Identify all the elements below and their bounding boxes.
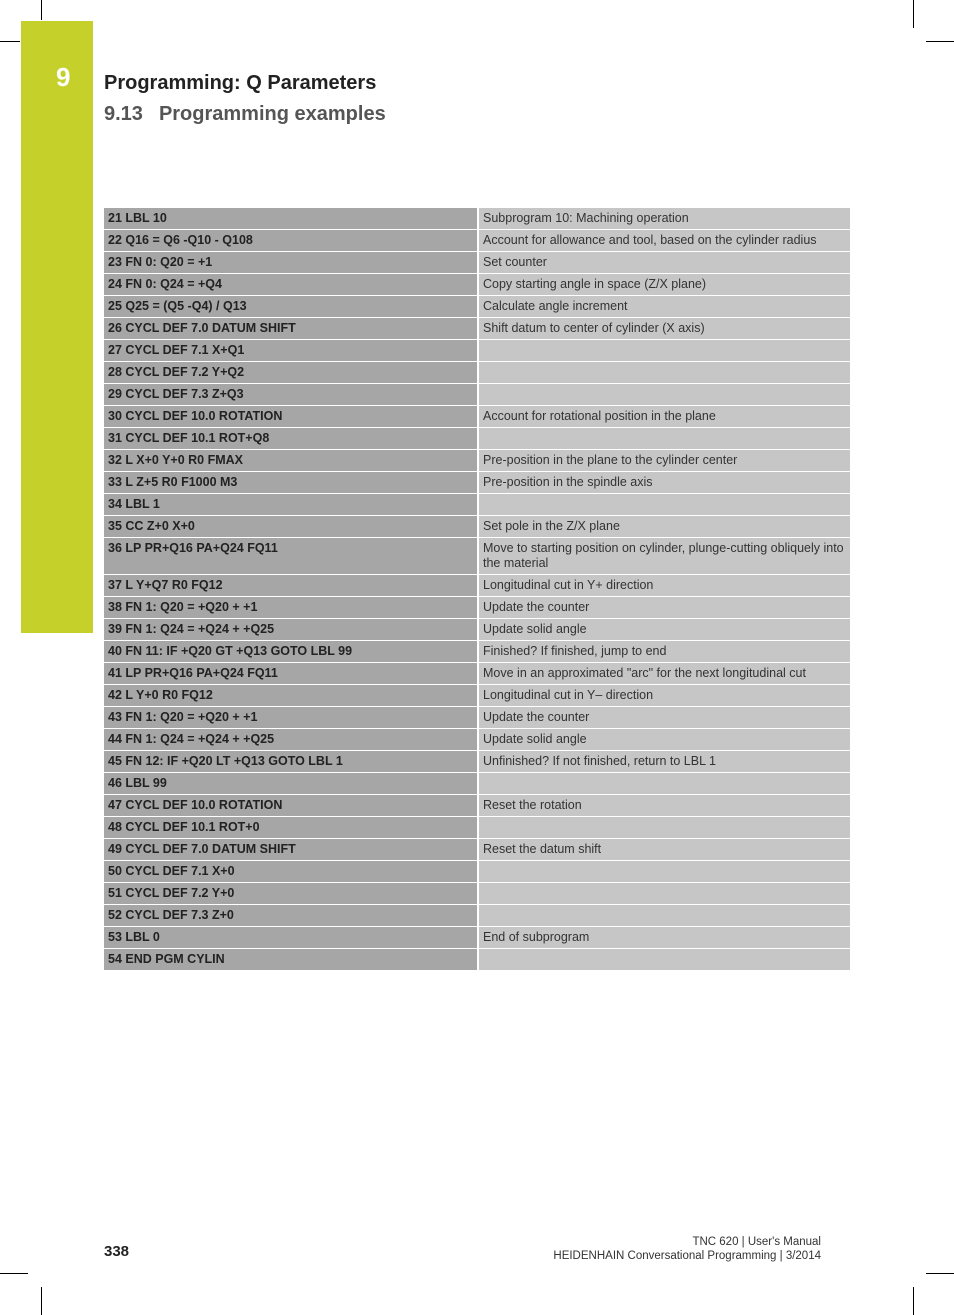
nc-block: 21 LBL 10 bbox=[104, 208, 479, 229]
table-row bbox=[104, 406, 850, 427]
table-row bbox=[104, 729, 850, 750]
nc-block: 50 CYCL DEF 7.1 X+0 bbox=[104, 861, 479, 882]
nc-block: 36 LP PR+Q16 PA+Q24 FQ11 bbox=[104, 538, 479, 574]
block-description: Update the counter bbox=[479, 707, 850, 728]
block-description: Shift datum to center of cylinder (X axis) bbox=[479, 318, 850, 339]
table-row bbox=[104, 538, 850, 574]
table-row bbox=[104, 861, 850, 882]
table-row bbox=[104, 318, 850, 339]
table-row bbox=[104, 839, 850, 860]
nc-block: 24 FN 0: Q24 = +Q4 bbox=[104, 274, 479, 295]
chapter-title: Programming: Q Parameters bbox=[104, 72, 377, 94]
table-row bbox=[104, 296, 850, 317]
block-description: Update the counter bbox=[479, 597, 850, 618]
table-row bbox=[104, 927, 850, 948]
table-row bbox=[104, 619, 850, 640]
block-description: Set pole in the Z/X plane bbox=[479, 516, 850, 537]
block-description: Account for rotational position in the plane bbox=[479, 406, 850, 427]
nc-block: 35 CC Z+0 X+0 bbox=[104, 516, 479, 537]
block-description: Move in an approximated "arc" for the next longitudinal cut bbox=[479, 663, 850, 684]
table-row bbox=[104, 817, 850, 838]
block-description: Finished? If finished, jump to end bbox=[479, 641, 850, 662]
table-row bbox=[104, 340, 850, 361]
footer-line-2: HEIDENHAIN Conversational Programming | 3/2014 bbox=[553, 1250, 821, 1262]
section-number: 9.13 bbox=[104, 103, 143, 125]
block-description: End of subprogram bbox=[479, 927, 850, 948]
footer-info bbox=[553, 1235, 821, 1263]
block-description bbox=[479, 773, 850, 794]
table-row bbox=[104, 252, 850, 273]
table-row bbox=[104, 949, 850, 970]
block-description: Reset the rotation bbox=[479, 795, 850, 816]
nc-block: 42 L Y+0 R0 FQ12 bbox=[104, 685, 479, 706]
block-description bbox=[479, 384, 850, 405]
nc-block: 53 LBL 0 bbox=[104, 927, 479, 948]
block-description: Unfinished? If not finished, return to LBL 1 bbox=[479, 751, 850, 772]
footer-line-1: TNC 620 | User's Manual bbox=[692, 1236, 821, 1248]
block-description bbox=[479, 428, 850, 449]
table-row bbox=[104, 274, 850, 295]
nc-block: 37 L Y+Q7 R0 FQ12 bbox=[104, 575, 479, 596]
nc-block: 38 FN 1: Q20 = +Q20 + +1 bbox=[104, 597, 479, 618]
table-row bbox=[104, 707, 850, 728]
block-description: Longitudinal cut in Y+ direction bbox=[479, 575, 850, 596]
nc-block: 51 CYCL DEF 7.2 Y+0 bbox=[104, 883, 479, 904]
nc-block: 48 CYCL DEF 10.1 ROT+0 bbox=[104, 817, 479, 838]
block-description bbox=[479, 340, 850, 361]
table-row bbox=[104, 362, 850, 383]
block-description: Longitudinal cut in Y– direction bbox=[479, 685, 850, 706]
nc-block: 47 CYCL DEF 10.0 ROTATION bbox=[104, 795, 479, 816]
table-row bbox=[104, 494, 850, 515]
block-description bbox=[479, 905, 850, 926]
nc-block: 46 LBL 99 bbox=[104, 773, 479, 794]
nc-block: 44 FN 1: Q24 = +Q24 + +Q25 bbox=[104, 729, 479, 750]
table-row bbox=[104, 685, 850, 706]
nc-block: 32 L X+0 Y+0 R0 FMAX bbox=[104, 450, 479, 471]
crop-mark bbox=[926, 1273, 954, 1274]
crop-mark bbox=[926, 41, 954, 42]
nc-block: 26 CYCL DEF 7.0 DATUM SHIFT bbox=[104, 318, 479, 339]
block-description: Update solid angle bbox=[479, 619, 850, 640]
table-row bbox=[104, 773, 850, 794]
nc-block: 29 CYCL DEF 7.3 Z+Q3 bbox=[104, 384, 479, 405]
page-number: 338 bbox=[104, 1243, 130, 1260]
nc-block: 25 Q25 = (Q5 -Q4) / Q13 bbox=[104, 296, 479, 317]
table-row bbox=[104, 230, 850, 251]
nc-block: 40 FN 11: IF +Q20 GT +Q13 GOTO LBL 99 bbox=[104, 641, 479, 662]
block-description: Pre-position in the plane to the cylinder center bbox=[479, 450, 850, 471]
nc-block: 34 LBL 1 bbox=[104, 494, 479, 515]
block-description bbox=[479, 861, 850, 882]
block-description: Copy starting angle in space (Z/X plane) bbox=[479, 274, 850, 295]
nc-block: 52 CYCL DEF 7.3 Z+0 bbox=[104, 905, 479, 926]
nc-block: 41 LP PR+Q16 PA+Q24 FQ11 bbox=[104, 663, 479, 684]
table-row bbox=[104, 384, 850, 405]
block-description bbox=[479, 817, 850, 838]
crop-mark bbox=[913, 0, 914, 28]
nc-block: 27 CYCL DEF 7.1 X+Q1 bbox=[104, 340, 479, 361]
table-row bbox=[104, 905, 850, 926]
block-description bbox=[479, 949, 850, 970]
block-description bbox=[479, 362, 850, 383]
table-row bbox=[104, 751, 850, 772]
block-description: Pre-position in the spindle axis bbox=[479, 472, 850, 493]
chapter-tab bbox=[21, 21, 93, 633]
table-row bbox=[104, 663, 850, 684]
table-row bbox=[104, 428, 850, 449]
table-row bbox=[104, 450, 850, 471]
table-row bbox=[104, 795, 850, 816]
nc-block: 30 CYCL DEF 10.0 ROTATION bbox=[104, 406, 479, 427]
table-row bbox=[104, 472, 850, 493]
nc-block: 22 Q16 = Q6 -Q10 - Q108 bbox=[104, 230, 479, 251]
nc-block: 31 CYCL DEF 10.1 ROT+Q8 bbox=[104, 428, 479, 449]
nc-block: 45 FN 12: IF +Q20 LT +Q13 GOTO LBL 1 bbox=[104, 751, 479, 772]
section-name: Programming examples bbox=[158, 103, 386, 125]
table-row bbox=[104, 641, 850, 662]
block-description: Subprogram 10: Machining operation bbox=[479, 208, 850, 229]
table-row bbox=[104, 208, 850, 229]
block-description: Set counter bbox=[479, 252, 850, 273]
nc-block: 28 CYCL DEF 7.2 Y+Q2 bbox=[104, 362, 479, 383]
crop-mark bbox=[0, 1273, 28, 1274]
block-description: Account for allowance and tool, based on the cylinder radius bbox=[479, 230, 850, 251]
nc-block: 49 CYCL DEF 7.0 DATUM SHIFT bbox=[104, 839, 479, 860]
nc-block: 43 FN 1: Q20 = +Q20 + +1 bbox=[104, 707, 479, 728]
block-description bbox=[479, 883, 850, 904]
block-description bbox=[479, 494, 850, 515]
section-title bbox=[104, 103, 386, 126]
block-description: Calculate angle increment bbox=[479, 296, 850, 317]
nc-block: 54 END PGM CYLIN bbox=[104, 949, 479, 970]
block-description: Move to starting position on cylinder, plunge-cutting obliquely into the material bbox=[479, 538, 850, 574]
table-row bbox=[104, 597, 850, 618]
table-row bbox=[104, 516, 850, 537]
crop-mark bbox=[41, 1287, 42, 1315]
nc-block: 23 FN 0: Q20 = +1 bbox=[104, 252, 479, 273]
nc-block: 39 FN 1: Q24 = +Q24 + +Q25 bbox=[104, 619, 479, 640]
chapter-number: 9 bbox=[56, 62, 71, 92]
block-description: Update solid angle bbox=[479, 729, 850, 750]
nc-block: 33 L Z+5 R0 F1000 M3 bbox=[104, 472, 479, 493]
table-row bbox=[104, 575, 850, 596]
crop-mark bbox=[0, 41, 20, 42]
crop-mark bbox=[41, 0, 42, 20]
block-description: Reset the datum shift bbox=[479, 839, 850, 860]
crop-mark bbox=[913, 1287, 914, 1315]
table-row bbox=[104, 883, 850, 904]
program-table bbox=[104, 207, 850, 971]
